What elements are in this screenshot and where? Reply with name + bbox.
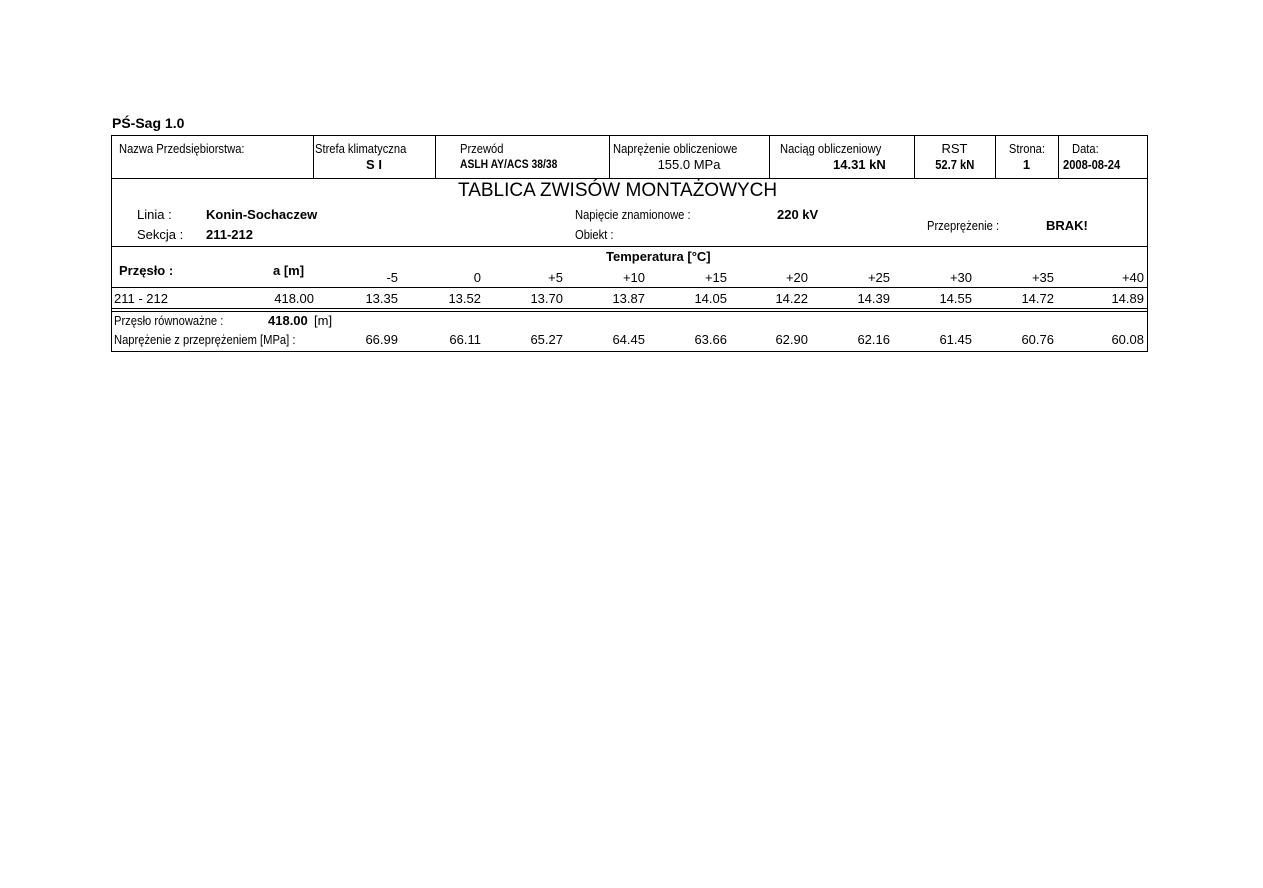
temperature-column-header: +15	[704, 270, 727, 285]
rst-value: 52.7 kN	[934, 157, 975, 172]
climate-zone-value: S I	[366, 157, 382, 172]
stress-value: 62.16	[857, 332, 890, 347]
stress-value: 62.90	[775, 332, 808, 347]
sag-value: 14.22	[775, 291, 808, 306]
stress-value: 60.08	[1111, 332, 1144, 347]
section-label: Sekcja :	[137, 227, 184, 242]
sag-value: 14.05	[694, 291, 727, 306]
temperature-column-header: +20	[785, 270, 808, 285]
sag-value: 13.87	[612, 291, 645, 306]
date-label: Data:	[1072, 141, 1099, 156]
nominal-voltage-value: 220 kV	[777, 207, 819, 222]
stress-value: 65.27	[530, 332, 563, 347]
date-value: 2008-08-24	[1063, 157, 1121, 172]
program-title: PŚ-Sag 1.0	[112, 115, 185, 131]
span-header: Przęsło :	[119, 263, 174, 278]
sag-value: 14.89	[1111, 291, 1144, 306]
sag-value: 13.70	[530, 291, 563, 306]
sag-value: 13.35	[365, 291, 398, 306]
sag-value: 14.55	[939, 291, 972, 306]
stress-value: 63.66	[694, 332, 727, 347]
conductor-value: ASLH AY/ACS 38/38	[460, 157, 558, 171]
table-title: TABLICA ZWISÓW MONTAŻOWYCH	[458, 180, 778, 201]
temperature-column-header: +10	[622, 270, 645, 285]
company-label: Nazwa Przedsiębiorstwa:	[119, 141, 245, 156]
temperature-column-header: +40	[1121, 270, 1144, 285]
stress-value: 66.99	[365, 332, 398, 347]
conductor-label: Przewód	[460, 141, 504, 156]
stress-label: Naprężenie z przeprężeniem [MPa] :	[114, 332, 296, 347]
temperature-column-header: 0	[473, 270, 481, 285]
sag-value: 14.72	[1021, 291, 1054, 306]
design-tension-label: Naciąg obliczeniowy	[780, 141, 882, 156]
temperature-column-header: +35	[1031, 270, 1054, 285]
page-value: 1	[1022, 157, 1031, 172]
object-label: Obiekt :	[575, 227, 614, 242]
sag-value: 14.39	[857, 291, 890, 306]
section-value: 211-212	[206, 227, 253, 242]
stress-value: 60.76	[1021, 332, 1054, 347]
page-label: Strona:	[1008, 141, 1045, 156]
a-header: a [m]	[273, 263, 305, 278]
line-label: Linia :	[137, 207, 172, 222]
sag-value: 13.52	[448, 291, 481, 306]
temperature-column-header: +5	[548, 270, 563, 285]
temperature-column-header: -5	[386, 270, 398, 285]
row-span: 211 - 212	[114, 291, 168, 306]
temperature-header: Temperatura [°C]	[606, 249, 711, 264]
stress-value: 61.45	[939, 332, 972, 347]
design-stress-label: Naprężenie obliczeniowe	[613, 141, 738, 156]
stress-value: 64.45	[612, 332, 645, 347]
line-value: Konin-Sochaczew	[206, 207, 318, 222]
row-a-value: 418.00	[274, 291, 314, 306]
overtension-value: BRAK!	[1046, 218, 1088, 233]
temperature-column-header: +30	[949, 270, 972, 285]
climate-zone-label: Strefa klimatyczna	[315, 141, 407, 156]
equivalent-span-label: Przęsło równoważne :	[114, 313, 224, 328]
nominal-voltage-label: Napięcie znamionowe :	[575, 207, 691, 222]
equivalent-span-value: 418.00	[268, 313, 308, 328]
design-tension-value: 14.31 kN	[833, 157, 886, 172]
temperature-column-header: +25	[867, 270, 890, 285]
rst-label: RST	[941, 141, 968, 156]
equivalent-span-unit: [m]	[314, 313, 333, 328]
overtension-label: Przeprężenie :	[927, 218, 1000, 233]
stress-value: 66.11	[449, 332, 481, 347]
design-stress-value: 155.0 MPa	[657, 157, 721, 172]
